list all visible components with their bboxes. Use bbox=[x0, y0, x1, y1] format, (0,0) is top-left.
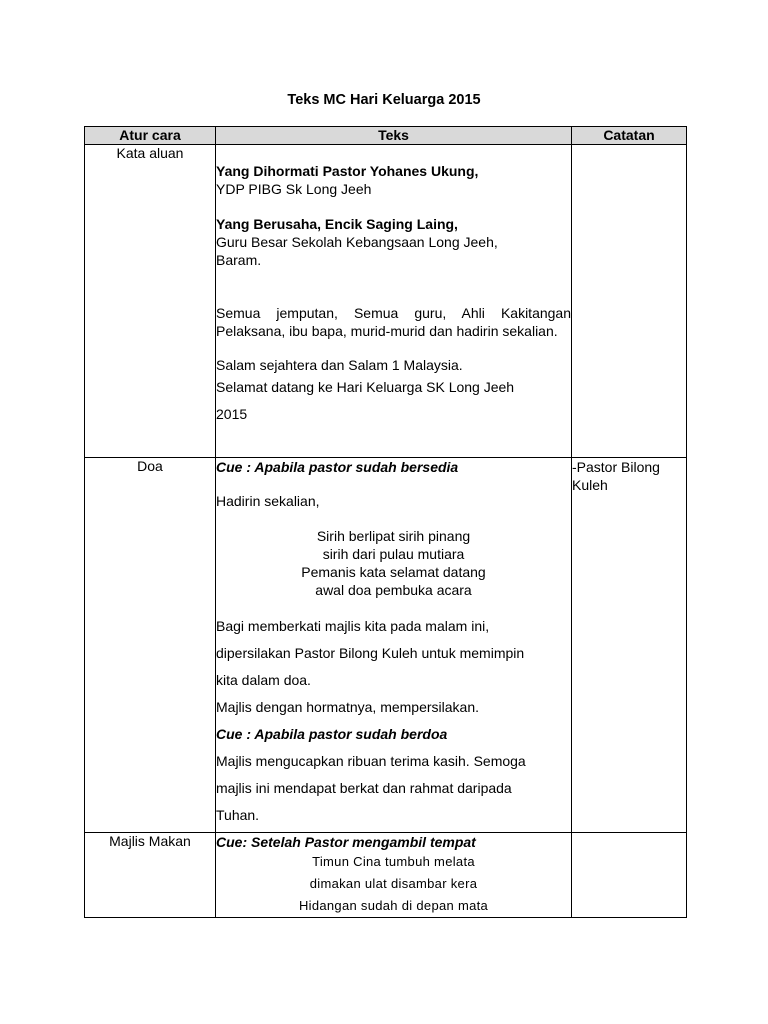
salam-line: Salam sejahtera dan Salam 1 Malaysia. bbox=[216, 357, 463, 373]
doa-body-line-3: kita dalam doa. bbox=[216, 672, 311, 688]
pantun-line: sirih dari pulau mutiara bbox=[322, 546, 465, 562]
pantun-line: Sirih berlipat sirih pinang bbox=[316, 528, 471, 544]
header-atur-cara: Atur cara bbox=[85, 127, 216, 145]
audience-greeting: Semua jemputan, Semua guru, Ahli Kakitangan Pelaksana, ibu bapa, murid-murid dan hadirin sekalian. bbox=[216, 305, 571, 339]
cue-pastor-ready: Cue : Apabila pastor sudah bersedia bbox=[216, 459, 459, 475]
pantun-line: awal doa pembuka acara bbox=[315, 582, 472, 598]
pantun-line: Hidangan sudah di depan mata bbox=[298, 898, 489, 913]
teks-majlis-makan bbox=[216, 833, 572, 918]
greeting-2-name: Yang Berusaha, Encik Saging Laing, bbox=[216, 216, 458, 232]
table-row-doa bbox=[85, 458, 687, 833]
catatan-majlis-makan bbox=[572, 833, 687, 918]
catatan-kata-aluan bbox=[572, 145, 687, 458]
welcome-line-1: Selamat datang ke Hari Keluarga SK Long Jeeh bbox=[216, 379, 515, 395]
thanks-line-2: majlis ini mendapat berkat dan rahmat daripada bbox=[216, 780, 512, 796]
catatan-doa-line-2: Kuleh bbox=[572, 477, 608, 493]
table-row-majlis-makan bbox=[85, 833, 687, 918]
mc-schedule-table bbox=[84, 126, 687, 918]
atur-cara-doa: Doa bbox=[85, 458, 216, 833]
page-title: Teks MC Hari Keluarga 2015 bbox=[287, 92, 481, 108]
table-header-row bbox=[85, 127, 687, 145]
header-catatan: Catatan bbox=[572, 127, 687, 145]
atur-cara-majlis-makan: Majlis Makan bbox=[85, 833, 216, 918]
hadirin-line: Hadirin sekalian, bbox=[216, 493, 320, 509]
doa-body-line-1: Bagi memberkati majlis kita pada malam ini, bbox=[216, 618, 490, 634]
pantun-doa bbox=[216, 527, 571, 599]
pantun-majlis-makan bbox=[216, 851, 571, 917]
greeting-2-role-line-2: Baram. bbox=[216, 252, 262, 268]
thanks-line-1: Majlis mengucapkan ribuan terima kasih. Semoga bbox=[216, 753, 526, 769]
thanks-line-3: Tuhan. bbox=[216, 807, 260, 823]
doa-body-line-4: Majlis dengan hormatnya, mempersilakan. bbox=[216, 699, 480, 715]
pantun-line: Pemanis kata selamat datang bbox=[301, 564, 486, 580]
pantun-line: dimakan ulat disambar kera bbox=[309, 876, 478, 891]
greeting-2-role-line-1: Guru Besar Sekolah Kebangsaan Long Jeeh, bbox=[216, 234, 498, 250]
greeting-1-role: YDP PIBG Sk Long Jeeh bbox=[216, 181, 372, 197]
cue-pastor-prayed: Cue : Apabila pastor sudah berdoa bbox=[216, 726, 448, 742]
catatan-doa-line-1: -Pastor Bilong bbox=[572, 459, 660, 475]
cue-pastor-seated: Cue: Setelah Pastor mengambil tempat bbox=[216, 834, 476, 850]
pantun-line: Timun Cina tumbuh melata bbox=[312, 854, 475, 869]
teks-doa bbox=[216, 458, 572, 833]
doa-body-line-2: dipersilakan Pastor Bilong Kuleh untuk memimpin bbox=[216, 645, 525, 661]
atur-cara-kata-aluan: Kata aluan bbox=[85, 145, 216, 458]
catatan-doa bbox=[572, 458, 687, 833]
teks-kata-aluan bbox=[216, 145, 572, 458]
welcome-line-2: 2015 bbox=[216, 406, 248, 422]
greeting-1-name: Yang Dihormati Pastor Yohanes Ukung, bbox=[216, 163, 479, 179]
table-row-kata-aluan bbox=[85, 145, 687, 458]
header-teks: Teks bbox=[216, 127, 572, 145]
